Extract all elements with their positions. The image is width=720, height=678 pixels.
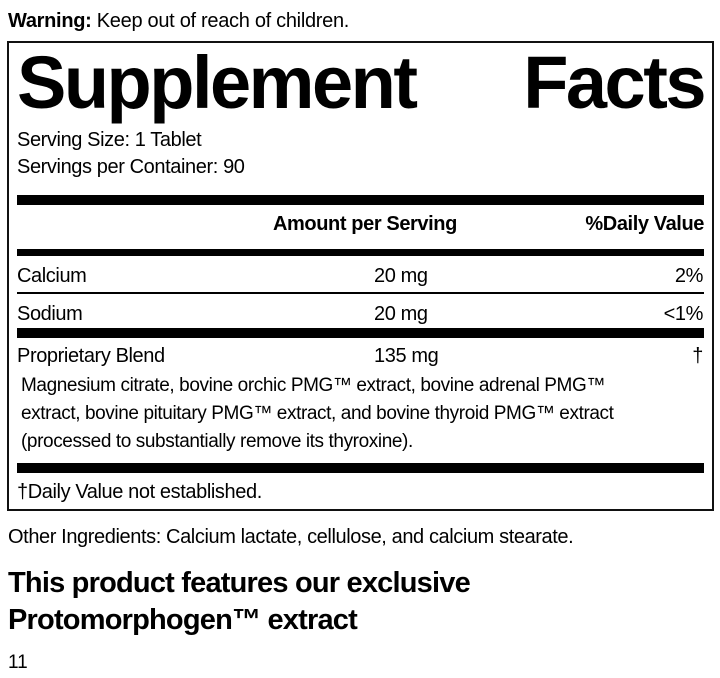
nutrient-amount: 135 mg (374, 345, 439, 367)
feature-note (8, 565, 720, 639)
serving-size: Serving Size: 1 Tablet (17, 129, 202, 151)
warning-text: Keep out of reach of children. (91, 10, 350, 32)
nutrient-daily-value: <1% (663, 303, 703, 325)
nutrient-row-proprietary-blend (17, 338, 704, 368)
nutrient-amount: 20 mg (374, 303, 428, 325)
nutrient-name: Sodium (17, 303, 83, 325)
divider-thick-bottom (17, 463, 704, 473)
servings-per-container: Servings per Container: 90 (17, 156, 245, 178)
supplement-facts-panel (7, 41, 714, 511)
blend-description-line: Magnesium citrate, bovine orchic PMG™ extract, bovine adrenal PMG™ (21, 375, 605, 396)
blend-description-line: (processed to substantially remove its thyroxine). (21, 431, 413, 452)
nutrient-row-sodium (17, 294, 704, 328)
warning-label: Warning: (8, 10, 92, 32)
divider-thick-middle (17, 328, 704, 338)
nutrient-daily-value-dagger: † (692, 345, 703, 367)
supplement-label-page (0, 9, 720, 678)
nutrient-row-calcium (17, 256, 704, 294)
other-ingredients: Other Ingredients: Calcium lactate, cellulose, and calcium stearate. (8, 526, 574, 548)
feature-note-line2: Protomorphogen™ extract (8, 604, 357, 636)
amount-per-serving-header: Amount per Serving (273, 213, 457, 235)
title-word-supplement: Supplement (17, 41, 416, 124)
daily-value-header: %Daily Value (585, 213, 704, 235)
panel-title (17, 41, 704, 124)
feature-note-line1: This product features our exclusive (8, 567, 470, 599)
divider-thick-top (17, 195, 704, 205)
title-word-facts: Facts (523, 41, 704, 124)
column-header-row (17, 213, 704, 240)
blend-description (17, 372, 704, 456)
divider-medium (17, 249, 704, 256)
nutrient-amount: 20 mg (374, 265, 428, 287)
blend-description-line: extract, bovine pituitary PMG™ extract, and bovine thyroid PMG™ extract (21, 403, 614, 424)
warning-line (8, 9, 720, 33)
daily-value-footnote: †Daily Value not established. (17, 481, 262, 503)
nutrient-name: Proprietary Blend (17, 345, 165, 367)
nutrient-daily-value: 2% (674, 265, 703, 287)
page-number: 11 (8, 652, 28, 673)
nutrient-name: Calcium (17, 265, 87, 287)
